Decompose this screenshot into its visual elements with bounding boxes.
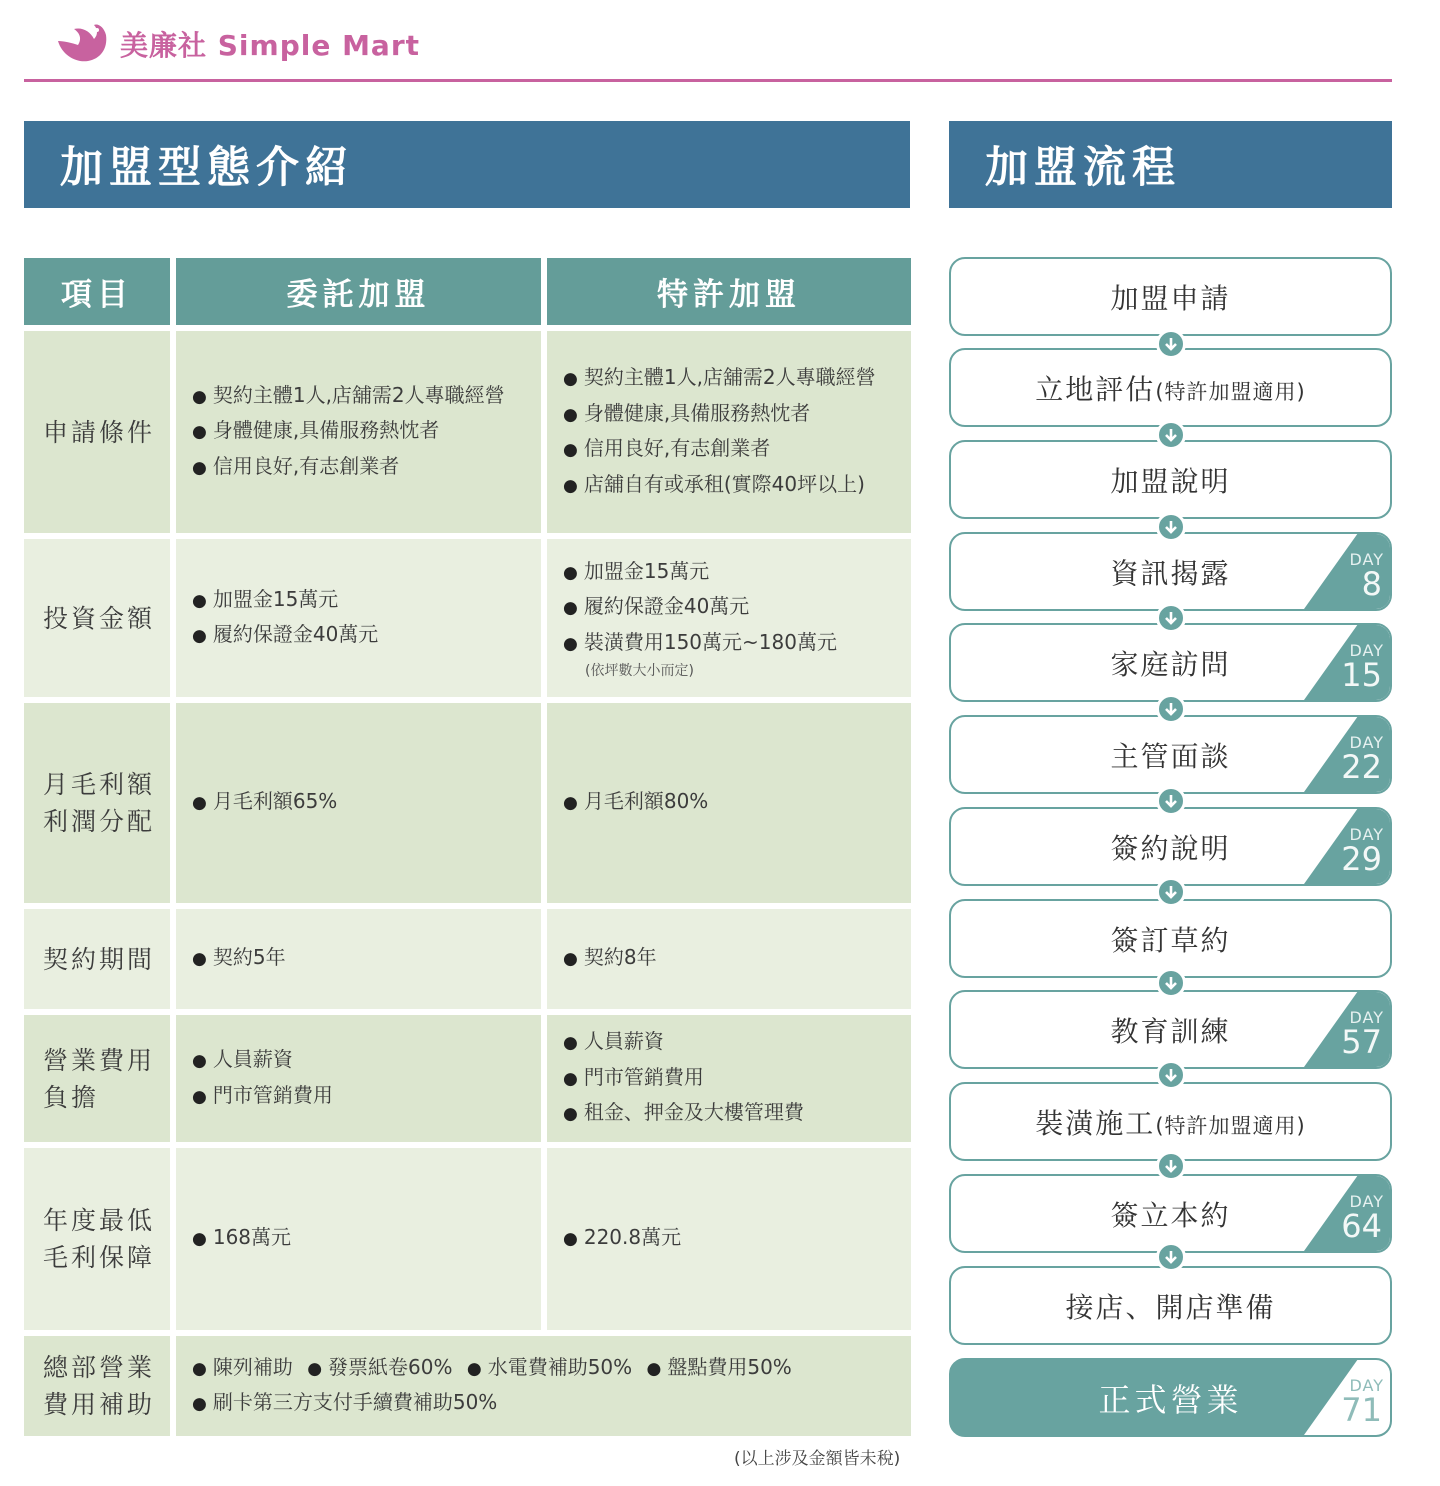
flow-step-12[interactable] xyxy=(949,1266,1392,1345)
row-label-line: 申請條件 xyxy=(43,417,156,447)
flow-step-7[interactable] xyxy=(949,807,1392,886)
header-divider xyxy=(24,79,1392,82)
row-label-contract-period xyxy=(24,909,170,1009)
row-label-line: 負擔 xyxy=(43,1082,100,1112)
cell-profit-license xyxy=(547,703,911,903)
day-badge-label: DAY xyxy=(1349,550,1384,569)
flow-step-6[interactable] xyxy=(949,715,1392,794)
step-label: 資訊揭露 xyxy=(1110,556,1231,590)
day-badge-label: DAY xyxy=(1349,825,1384,844)
arrow-down-icon xyxy=(1156,968,1186,998)
subsidy-line-2 xyxy=(192,1386,911,1422)
row-label-min-profit xyxy=(24,1148,170,1330)
table-header-license: 特許加盟 xyxy=(547,258,911,325)
day-badge-number: 29 xyxy=(1341,840,1382,878)
bullet-item: ● 身體健康,具備服務熱忱者 xyxy=(563,397,911,433)
row-label-line: 毛利保障 xyxy=(43,1243,156,1272)
bullet-item: ● 履約保證金40萬元 xyxy=(563,590,911,626)
step-label: 主管面談 xyxy=(1110,739,1231,773)
bullet-item: ● 履約保證金40萬元 xyxy=(192,618,541,654)
flow-step-10[interactable] xyxy=(949,1082,1392,1161)
footnote-by-size: (依坪數大小而定) xyxy=(585,663,694,680)
row-label-line: 總部營業 xyxy=(43,1353,156,1382)
franchise-comparison-table xyxy=(24,258,910,1436)
cell-period-license xyxy=(547,909,911,1009)
day-badge-number: 22 xyxy=(1341,748,1382,786)
flow-step-1[interactable] xyxy=(949,257,1392,336)
bullet-item: ● 信用良好,有志創業者 xyxy=(192,450,541,486)
day-badge-number: 64 xyxy=(1341,1207,1382,1245)
arrow-down-icon xyxy=(1156,1242,1186,1272)
bullet-item: ● 人員薪資 xyxy=(563,1025,911,1061)
cell-costs-consignment xyxy=(176,1015,541,1142)
cell-costs-license xyxy=(547,1015,911,1142)
bullet-item: ● 水電費補助50% xyxy=(467,1355,632,1379)
row-label-operating-costs xyxy=(24,1015,170,1142)
step-sub-label: (特許加盟適用) xyxy=(1155,1113,1306,1138)
step-label: 立地評估(特許加盟適用) xyxy=(1035,372,1306,406)
bullet-item: ● 220.8萬元 xyxy=(563,1221,911,1257)
flow-step-5[interactable] xyxy=(949,623,1392,702)
row-label-line: 契約期間 xyxy=(43,944,156,974)
brand-logo[interactable] xyxy=(52,20,420,68)
arrow-down-icon xyxy=(1156,603,1186,633)
arrow-down-icon xyxy=(1156,694,1186,724)
step-label: 簽約說明 xyxy=(1110,831,1231,865)
bullet-item: ● 人員薪資 xyxy=(192,1043,541,1079)
bullet-item: ● 門市管銷費用 xyxy=(192,1079,541,1115)
flow-step-2[interactable] xyxy=(949,348,1392,427)
section-title-franchise-process: 加盟流程 xyxy=(949,121,1392,208)
day-badge-label: DAY xyxy=(1349,1192,1384,1211)
cell-investment-license xyxy=(547,539,911,697)
bullet-item: ● 加盟金15萬元 xyxy=(563,555,911,591)
row-label-line: 年度最低 xyxy=(43,1206,156,1235)
cell-min-profit-license xyxy=(547,1148,911,1330)
row-label-line: 月毛利額 xyxy=(43,770,156,799)
bullet-item: ● 店舖自有或承租(實際40坪以上) xyxy=(563,468,911,504)
bullet-item: ● 月毛利額80% xyxy=(563,785,911,821)
row-label-profit-share xyxy=(24,703,170,903)
bullet-item: ● 信用良好,有志創業者 xyxy=(563,432,911,468)
bullet-item: ● 陳列補助 xyxy=(192,1355,293,1379)
bird-logo-icon xyxy=(52,21,110,67)
arrow-down-icon xyxy=(1156,1060,1186,1090)
step-label: 接店、開店準備 xyxy=(1065,1290,1276,1324)
day-badge-label: DAY xyxy=(1349,733,1384,752)
flow-step-9[interactable] xyxy=(949,990,1392,1069)
arrow-down-icon xyxy=(1156,512,1186,542)
step-label: 家庭訪問 xyxy=(1110,647,1231,681)
cell-application-consignment xyxy=(176,331,541,533)
step-label: 加盟申請 xyxy=(1110,281,1231,315)
bullet-item: ● 契約8年 xyxy=(563,941,911,977)
cell-profit-consignment xyxy=(176,703,541,903)
bullet-item: ● 契約5年 xyxy=(192,941,541,977)
section-title-franchise-types: 加盟型態介紹 xyxy=(24,121,910,208)
bullet-item: ● 契約主體1人,店舖需2人專職經營 xyxy=(563,361,911,397)
bullet-item: ● 168萬元 xyxy=(192,1221,541,1257)
cell-investment-consignment xyxy=(176,539,541,697)
arrow-down-icon xyxy=(1156,1151,1186,1181)
day-badge-number: 71 xyxy=(1341,1391,1382,1429)
bullet-item: ● 刷卡第三方支付手續費補助50% xyxy=(192,1390,497,1414)
bullet-item: ● 加盟金15萬元 xyxy=(192,583,541,619)
row-label-line: 費用補助 xyxy=(43,1390,156,1419)
bullet-item: ● 身體健康,具備服務熱忱者 xyxy=(192,414,541,450)
row-label-line: 營業費用 xyxy=(43,1045,156,1075)
tax-footnote: (以上涉及金額皆未稅) xyxy=(734,1449,901,1469)
row-label-hq-subsidy xyxy=(24,1336,170,1436)
bullet-item: ● 門市管銷費用 xyxy=(563,1061,911,1097)
row-label-investment xyxy=(24,539,170,697)
day-badge-label: DAY xyxy=(1349,1008,1384,1027)
day-badge-number: 8 xyxy=(1361,565,1382,603)
row-label-line: 利潤分配 xyxy=(43,807,156,836)
bullet-item: ● 盤點費用50% xyxy=(647,1355,792,1379)
brand-name: 美廉社 Simple Mart xyxy=(120,29,421,62)
row-label-line: 投資金額 xyxy=(43,603,156,633)
day-badge-label: DAY xyxy=(1349,641,1384,660)
row-label-application xyxy=(24,331,170,533)
day-badge-number: 57 xyxy=(1341,1023,1382,1061)
arrow-down-icon xyxy=(1156,786,1186,816)
flow-step-final[interactable] xyxy=(949,1358,1392,1437)
cell-application-license xyxy=(547,331,911,533)
bullet-item: ● 發票紙卷60% xyxy=(307,1355,452,1379)
bullet-item: ● 月毛利額65% xyxy=(192,785,541,821)
flow-step-3[interactable] xyxy=(949,440,1392,519)
step-label: 教育訓練 xyxy=(1110,1014,1231,1048)
table-header-consignment: 委託加盟 xyxy=(176,258,541,325)
day-badge-label: DAY xyxy=(1349,1376,1384,1395)
step-label: 加盟說明 xyxy=(1110,464,1231,498)
arrow-down-icon xyxy=(1156,329,1186,359)
bullet-item: ● 租金、押金及大樓管理費 xyxy=(563,1096,911,1132)
step-label: 簽訂草約 xyxy=(1110,923,1231,957)
bullet-item: ● 契約主體1人,店舖需2人專職經營 xyxy=(192,379,541,415)
table-header-item: 項目 xyxy=(24,258,170,325)
step-label: 正式營業 xyxy=(1098,1380,1243,1419)
subsidy-line-1 xyxy=(192,1351,911,1387)
arrow-down-icon xyxy=(1156,877,1186,907)
cell-min-profit-consignment xyxy=(176,1148,541,1330)
flow-step-8[interactable] xyxy=(949,899,1392,978)
arrow-down-icon xyxy=(1156,420,1186,450)
cell-hq-subsidy xyxy=(176,1336,911,1436)
bullet-item: ● 裝潢費用150萬元~180萬元 xyxy=(563,626,911,662)
step-sub-label: (特許加盟適用) xyxy=(1155,379,1306,404)
flow-step-4[interactable] xyxy=(949,532,1392,611)
day-badge-number: 15 xyxy=(1341,656,1382,694)
step-label: 裝潢施工(特許加盟適用) xyxy=(1035,1106,1306,1140)
cell-period-consignment xyxy=(176,909,541,1009)
step-label: 簽立本約 xyxy=(1110,1198,1231,1232)
